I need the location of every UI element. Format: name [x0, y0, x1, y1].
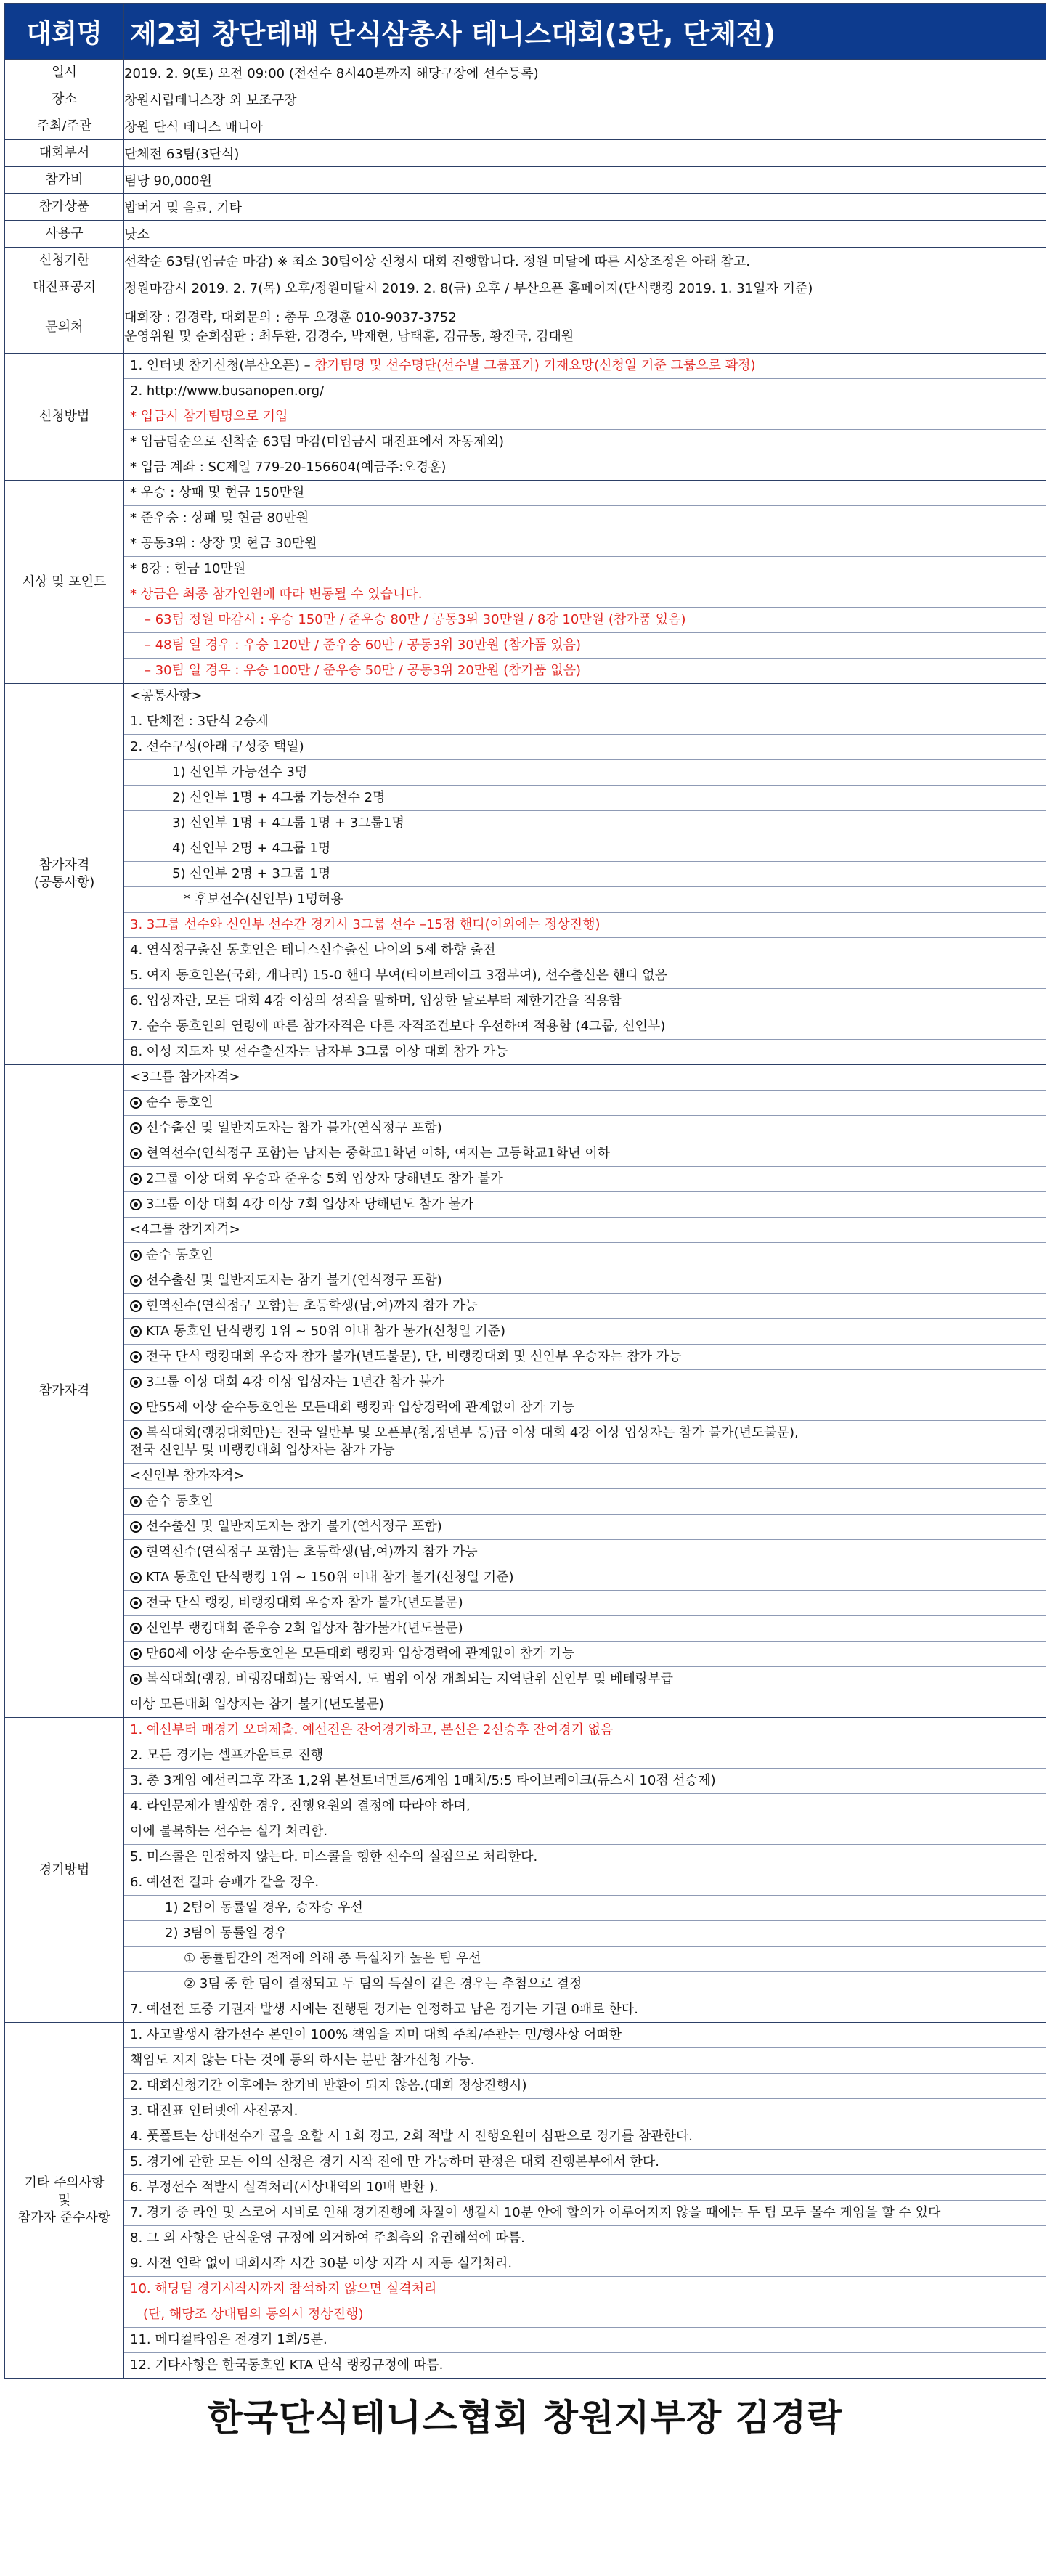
info-value: 2019. 2. 9(토) 오전 09:00 (전선수 8시40분까지 해당구장에 선수등록): [124, 60, 1046, 86]
qual-text: 3그룹 이상 대회 4강 이상 입상자는 1년간 참가 불가: [146, 1374, 444, 1390]
method-key: 경기방법: [5, 1718, 124, 2023]
info-value: 정원마감시 2019. 2. 7(목) 오후/정원미달시 2019. 2. 8(금) 오후 / 부산오픈 홈페이지(단식랭킹 2019. 1. 31일자 기준): [124, 274, 1046, 301]
method-line: 3. 총 3게임 예선리그후 각조 1,2위 본선토너먼트/6게임 1매치/5:5 타이브레이크(듀스시 10점 선승제): [124, 1769, 1046, 1794]
apply-line: [124, 354, 1046, 379]
qual-line: [124, 1591, 1046, 1616]
method-line: 4. 라인문제가 발생한 경우, 진행요원의 결정에 따라야 하며,: [124, 1794, 1046, 1819]
apply-key: 신청방법: [5, 354, 124, 481]
qual-text: 선수출신 및 일반지도자는 참가 불가(연식정구 포함): [146, 1120, 442, 1136]
contact-line-2: 운영위원 및 순회심판 : 최두환, 김경수, 박재현, 남태훈, 김규동, 황진국, 김대원: [124, 328, 574, 344]
common-line: 2. 선수구성(아래 구성중 택일): [124, 735, 1046, 760]
etc-line: 8. 그 외 사항은 단식운영 규정에 의거하여 주최측의 유권해석에 따름.: [124, 2226, 1046, 2251]
info-key: 참가비: [5, 167, 124, 194]
qual-line: [124, 1192, 1046, 1218]
common-line: 6. 입상자란, 모든 대회 4강 이상의 성적을 말하며, 입상한 날로부터 제한기간을 적용함: [124, 989, 1046, 1014]
info-value: 선착순 63팀(입금순 마감) ※ 최소 30팀이상 신청시 대회 진행합니다. 정원 미달에 따른 시상조정은 아래 참고.: [124, 248, 1046, 274]
apply-red-text: 참가팀명 및 선수명단(선수별 그룹표기) 기재요망(신청일 기준 그룹으로 확정): [314, 358, 756, 373]
qual-text: 만55세 이상 순수동호인은 모든대회 랭킹과 입상경력에 관계없이 참가 가능: [146, 1400, 575, 1415]
etc-line: 9. 사전 연락 없이 대회시작 시간 30분 이상 지각 시 자동 실격처리.: [124, 2251, 1046, 2277]
qual-text: <신인부 참가자격>: [130, 1468, 245, 1483]
info-value: 밥버거 및 음료, 기타: [124, 194, 1046, 221]
qual-line: [124, 1616, 1046, 1642]
info-row: [5, 194, 1046, 221]
qual-heading: [124, 1464, 1046, 1489]
method-line: 1. 예선부터 매경기 오더제출. 예선전은 잔여경기하고, 본선은 2선승후 잔여경기 없음: [124, 1718, 1046, 1743]
info-value: 창원 단식 테니스 매니아: [124, 113, 1046, 140]
info-value: 낫소: [124, 221, 1046, 248]
target-bullet-icon: [130, 1402, 142, 1414]
common-line: 4. 연식정구출신 동호인은 테니스선수출신 나이의 5세 하향 출전: [124, 938, 1046, 963]
prize-key: 시상 및 포인트: [5, 481, 124, 684]
qual-text: 현역선수(연식정구 포함)는 남자는 중학교1학년 이하, 여자는 고등학교1학년 이하: [146, 1146, 611, 1161]
info-row: [5, 86, 1046, 113]
prize-line: * 우승 : 상패 및 현금 150만원: [124, 481, 1046, 506]
common-line: 7. 순수 동호인의 연령에 따른 참가자격은 다른 자격조건보다 우선하여 적용함 (4그룹, 신인부): [124, 1014, 1046, 1040]
etc-line: 책임도 지지 않는 다는 것에 동의 하시는 분만 참가신청 가능.: [124, 2048, 1046, 2074]
target-bullet-icon: [130, 1377, 142, 1388]
prize-line: * 8강 : 현금 10만원: [124, 557, 1046, 582]
method-line: 6. 예선전 결과 승패가 같을 경우.: [124, 1870, 1046, 1896]
target-bullet-icon: [130, 1648, 142, 1660]
target-bullet-icon: [130, 1572, 142, 1583]
common-line: 5. 여자 동호인은(국화, 개나리) 15-0 핸디 부여(타이브레이크 3점부여), 선수출신은 핸디 없음: [124, 963, 1046, 989]
common-line: 8. 여성 지도자 및 선수출신자는 남자부 3그룹 이상 대회 참가 가능: [130, 1044, 508, 1059]
qual-line: [124, 1268, 1046, 1294]
qual-text: 전국 단식 랭킹대회 우승자 참가 불가(년도불문), 단, 비랭킹대회 및 신인부 우승자는 참가 가능: [146, 1349, 682, 1364]
qual-line: [124, 1116, 1046, 1141]
apply-text: * 입금 계좌 : SC제일 779-20-156604(예금주:오경훈): [130, 460, 447, 475]
qual-line: [124, 1515, 1046, 1540]
qual-text: KTA 동호인 단식랭킹 1위 ~ 50위 이내 참가 불가(신청일 기준): [146, 1324, 506, 1339]
etc-line: 3. 대진표 인터넷에 사전공지.: [124, 2099, 1046, 2124]
common-line: 5) 신인부 2명 + 3그룹 1명: [124, 862, 1046, 887]
target-bullet-icon: [130, 1122, 142, 1134]
method-row: [5, 1718, 1046, 2023]
apply-line: [124, 455, 1046, 480]
info-row: [5, 248, 1046, 274]
common-line: 2) 신인부 1명 + 4그룹 가능선수 2명: [124, 786, 1046, 811]
target-bullet-icon: [130, 1148, 142, 1159]
info-key: 신청기한: [5, 248, 124, 274]
qual-text: 신인부 랭킹대회 준우승 2회 입상자 참가불가(년도불문): [146, 1621, 463, 1636]
qual-text: 이상 모든대회 입상자는 참가 불가(년도불문): [130, 1697, 384, 1712]
common-line: 1. 단체전 : 3단식 2승제: [124, 709, 1046, 735]
target-bullet-icon: [130, 1351, 142, 1363]
info-value: 단체전 63팀(3단식): [124, 140, 1046, 167]
method-line: 2) 3팀이 동률일 경우: [124, 1921, 1046, 1947]
prize-red-line: – 30팀 일 경우 : 우승 100만 / 준우승 50만 / 공동3위 20만원 (참가품 없음): [145, 663, 582, 678]
qual-line: [124, 1565, 1046, 1591]
qual-line: [124, 1667, 1046, 1692]
apply-line: [124, 430, 1046, 455]
method-line: 1) 2팀이 동률일 경우, 승자승 우선: [124, 1896, 1046, 1921]
footer-signature: 한국단식테니스협회 창원지부장 김경락: [207, 2397, 843, 2439]
qual-text: KTA 동호인 단식랭킹 1위 ~ 150위 이내 참가 불가(신청일 기준): [146, 1570, 514, 1585]
header-row: [5, 4, 1046, 60]
qual-text: 복식대회(랭킹, 비랭킹대회)는 광역시, 도 범위 이상 개최되는 지역단위 신인부 및 베테랑부급: [146, 1671, 674, 1687]
common-key: 참가자격 (공통사항): [5, 684, 124, 1065]
qual-text: 선수출신 및 일반지도자는 참가 불가(연식정구 포함): [146, 1273, 442, 1288]
header-title: 제2회 창단테배 단식삼총사 테니스대회(3단, 단체전): [124, 4, 1046, 60]
qual-line: [124, 1141, 1046, 1167]
info-row: [5, 60, 1046, 86]
common-line: 4) 신인부 2명 + 4그룹 1명: [124, 836, 1046, 862]
etc-line: 12. 기타사항은 한국동호인 KTA 단식 랭킹규정에 따름.: [130, 2357, 444, 2373]
info-key: 대회부서: [5, 140, 124, 167]
common-line: 1) 신인부 가능선수 3명: [124, 760, 1046, 786]
method-line: ① 동률팀간의 전적에 의해 총 득실차가 높은 팀 우선: [124, 1947, 1046, 1972]
etc-key: 기타 주의사항 및 참가자 준수사항: [5, 2023, 124, 2379]
common-row: [5, 684, 1046, 1065]
info-row: [5, 167, 1046, 194]
qual-text: <3그룹 참가자격>: [130, 1069, 240, 1085]
etc-line: 11. 메디컬타임은 전경기 1회/5분.: [124, 2328, 1046, 2353]
info-row: [5, 113, 1046, 140]
target-bullet-icon: [130, 1597, 142, 1609]
qual-line: [124, 1540, 1046, 1565]
method-line: 7. 예선전 도중 기권자 발생 시에는 진행된 경기는 인정하고 남은 경기는 기권 0패로 한다.: [130, 2002, 638, 2017]
common-line: 3) 신인부 1명 + 4그룹 1명 + 3그룹1명: [124, 811, 1046, 836]
prize-row: [5, 481, 1046, 684]
qual-row: [5, 1065, 1046, 1718]
etc-red-line: (단, 해당조 상대팀의 동의시 정상진행): [124, 2302, 1046, 2328]
etc-line: 7. 경기 중 라인 및 스코어 시비로 인해 경기진행에 차질이 생길시 10분 안에 합의가 이루어지지 않을 때에는 두 팀 모두 몰수 게임을 할 수 있다: [124, 2201, 1046, 2226]
info-key: 장소: [5, 86, 124, 113]
prize-line: * 준우승 : 상패 및 현금 80만원: [124, 506, 1046, 531]
qual-line: [124, 1319, 1046, 1345]
target-bullet-icon: [130, 1496, 142, 1507]
info-table: [4, 3, 1046, 2379]
qual-text: 순수 동호인: [146, 1095, 213, 1110]
qual-line: [124, 1421, 1046, 1464]
qual-key: 참가자격: [5, 1065, 124, 1718]
qual-text: 전국 단식 랭킹, 비랭킹대회 우승자 참가 불가(년도불문): [146, 1595, 463, 1610]
qual-heading: [124, 1218, 1046, 1243]
info-key: 참가상품: [5, 194, 124, 221]
target-bullet-icon: [130, 1097, 142, 1109]
method-line: 2. 모든 경기는 셀프카운트로 진행: [124, 1743, 1046, 1769]
qual-line: [124, 1091, 1046, 1116]
contact-row: [5, 301, 1046, 354]
method-line: ② 3팀 중 한 팀이 결정되고 두 팀의 득실이 같은 경우는 추첨으로 결정: [124, 1972, 1046, 1997]
qual-line: [124, 1489, 1046, 1515]
common-line: 3. 3그룹 선수와 신인부 선수간 경기시 3그룹 선수 –15점 핸디(이외에는 정상진행): [124, 913, 1046, 938]
target-bullet-icon: [130, 1275, 142, 1287]
qual-line: [124, 1692, 1046, 1717]
apply-text: 2. http://www.busanopen.org/: [130, 383, 325, 399]
qual-text: 현역선수(연식정구 포함)는 초등학생(남,여)까지 참가 가능: [146, 1298, 478, 1313]
target-bullet-icon: [130, 1199, 142, 1210]
target-bullet-icon: [130, 1300, 142, 1312]
info-value: 창원시립테니스장 외 보조구장: [124, 86, 1046, 113]
qual-text: 만60세 이상 순수동호인은 모든대회 랭킹과 입상경력에 관계없이 참가 가능: [146, 1646, 575, 1661]
qual-line: [124, 1395, 1046, 1421]
info-key: 대진표공지: [5, 274, 124, 301]
apply-text: * 입금팀순으로 선착순 63팀 마감(미입금시 대진표에서 자동제외): [130, 434, 504, 449]
etc-line: 1. 사고발생시 참가선수 본인이 100% 책임을 지며 대회 주최/주관는 민/형사상 어떠한: [124, 2023, 1046, 2048]
qual-text: 복식대회(랭킹대회만)는 전국 일반부 및 오픈부(청,장년부 등)급 이상 대회 4강 이상 입상자는 참가 불가(년도불문), 전국 신인부 및 비랭킹대회 입상자는 참가 가능: [130, 1425, 799, 1458]
contact-key: 문의처: [5, 301, 124, 354]
qual-line: [124, 1370, 1046, 1395]
target-bullet-icon: [130, 1521, 142, 1533]
etc-red-line: 10. 해당팀 경기시작시까지 참석하지 않으면 실격처리: [124, 2277, 1046, 2302]
info-key: 주최/주관: [5, 113, 124, 140]
qual-line: [124, 1243, 1046, 1268]
info-key: 사용구: [5, 221, 124, 248]
qual-heading: [124, 1065, 1046, 1091]
target-bullet-icon: [130, 1250, 142, 1261]
qual-text: 순수 동호인: [146, 1247, 213, 1263]
etc-line: 5. 경기에 관한 모든 이의 신청은 경기 시작 전에 만 가능하며 판정은 대회 진행본부에서 한다.: [124, 2150, 1046, 2175]
method-line: 이에 불복하는 선수는 실격 처리함.: [124, 1819, 1046, 1845]
info-value: 팀당 90,000원: [124, 167, 1046, 194]
apply-row: [5, 354, 1046, 481]
qual-line: [124, 1167, 1046, 1192]
info-key: 일시: [5, 60, 124, 86]
prize-red-line: – 48팀 일 경우 : 우승 120만 / 준우승 60만 / 공동3위 30만원 (참가품 있음): [124, 633, 1046, 659]
qual-line: [124, 1642, 1046, 1667]
qual-text: 2그룹 이상 대회 우승과 준우승 5회 입상자 당해년도 참가 불가: [146, 1171, 503, 1186]
etc-row: [5, 2023, 1046, 2379]
header-label: 대회명: [5, 4, 124, 60]
apply-line: [124, 379, 1046, 404]
document: [4, 3, 1046, 2441]
prize-line: * 공동3위 : 상장 및 현금 30만원: [124, 531, 1046, 557]
etc-line: 2. 대회신청기간 이후에는 참가비 반환이 되지 않음.(대회 정상진행시): [124, 2074, 1046, 2099]
apply-line: [124, 404, 1046, 430]
qual-line: [124, 1294, 1046, 1319]
qual-text: 선수출신 및 일반지도자는 참가 불가(연식정구 포함): [146, 1519, 442, 1534]
etc-line: 4. 풋폴트는 상대선수가 콜을 요할 시 1회 경고, 2회 적발 시 진행요원이 심판으로 경기를 참관한다.: [124, 2124, 1046, 2150]
qual-line: [124, 1345, 1046, 1370]
target-bullet-icon: [130, 1173, 142, 1185]
common-line: * 후보선수(신인부) 1명허용: [124, 887, 1046, 913]
apply-text: 1. 인터넷 참가신청(부산오픈) –: [130, 358, 315, 373]
target-bullet-icon: [130, 1546, 142, 1558]
prize-red-line: * 상금은 최종 참가인원에 따라 변동될 수 있습니다.: [124, 582, 1046, 608]
target-bullet-icon: [130, 1623, 142, 1634]
apply-red-text: * 입금시 참가팀명으로 기입: [130, 409, 288, 424]
qual-text: 현역선수(연식정구 포함)는 초등학생(남,여)까지 참가 가능: [146, 1544, 478, 1560]
contact-line-1: 대회장 : 김경락, 대회문의 : 총무 오경훈 010-9037-3752: [124, 309, 457, 325]
method-line: 5. 미스콜은 인정하지 않는다. 미스콜을 행한 선수의 실점으로 처리한다.: [124, 1845, 1046, 1870]
qual-text: 순수 동호인: [146, 1493, 213, 1509]
common-line: <공통사항>: [124, 684, 1046, 709]
prize-red-line: – 63팀 정원 마감시 : 우승 150만 / 준우승 80만 / 공동3위 30만원 / 8강 10만원 (참가품 있음): [124, 608, 1046, 633]
info-row: [5, 140, 1046, 167]
target-bullet-icon: [130, 1674, 142, 1685]
target-bullet-icon: [130, 1326, 142, 1337]
qual-text: <4그룹 참가자격>: [130, 1222, 240, 1237]
info-row: [5, 221, 1046, 248]
target-bullet-icon: [130, 1427, 142, 1439]
etc-line: 6. 부정선수 적발시 실격처리(시상내역의 10배 반환 ).: [124, 2175, 1046, 2201]
info-row: [5, 274, 1046, 301]
qual-text: 3그룹 이상 대회 4강 이상 7회 입상자 당해년도 참가 불가: [146, 1197, 473, 1212]
